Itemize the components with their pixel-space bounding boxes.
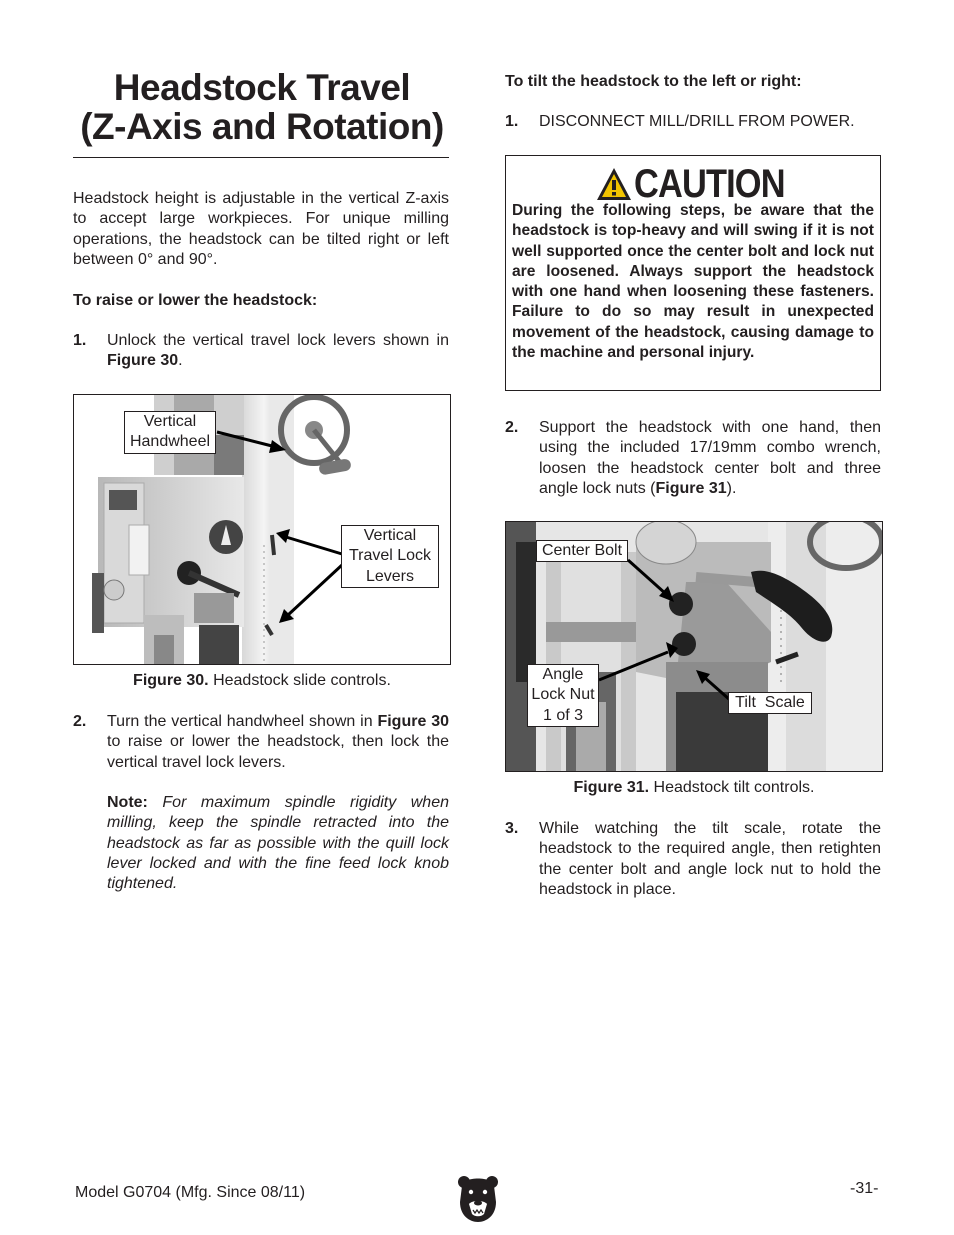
caution-header — [596, 162, 796, 204]
footer-page-number: -31- — [850, 1180, 879, 1197]
tilt-heading: To tilt the headstock to the left or right: — [505, 73, 802, 90]
right-step-3 — [505, 819, 881, 900]
callout-line: 1 of 3 — [542, 706, 584, 724]
callout-line: Vertical — [143, 413, 197, 430]
step-text — [107, 712, 449, 773]
title-rule — [73, 157, 449, 158]
left-step-1 — [73, 331, 449, 372]
callout-line: Vertical — [363, 527, 417, 544]
caption-text: Headstock tilt controls. — [649, 779, 815, 796]
figure-30 — [73, 394, 451, 665]
grizzly-bear-logo-icon — [456, 1172, 500, 1224]
intro-paragraph: Headstock height is adjustable in the vertical Z-axis to accept large workpieces. For unique milling operations, the headstock can be tilted right or left between 0° and 90°. — [73, 190, 449, 268]
caution-word: CAUTION — [634, 162, 785, 206]
figure-reference: Figure 30 — [107, 352, 179, 370]
note-label: Note: — [107, 794, 148, 811]
step-number: 2. — [505, 419, 519, 436]
caption-number: Figure 30. — [133, 672, 209, 689]
page-title — [72, 68, 452, 146]
step-text-part: ). — [726, 479, 737, 497]
figure-30-caption — [73, 671, 451, 691]
page-title-line-2: (Z-Axis and Rotation) — [80, 106, 444, 147]
step-number: 1. — [505, 113, 519, 130]
callout-line: Travel Lock — [348, 547, 432, 565]
step-text-part: Unlock the vertical travel lock levers shown in — [107, 332, 449, 349]
note-text: For maximum spindle rigidity when milling, keep the spindle retracted into the headstock as far as possible with the quill lock lever locked and with the fine feed lock knob tightened. — [107, 794, 449, 893]
step-number: 2. — [73, 713, 87, 730]
callout-line: Angle — [542, 666, 584, 683]
figure-reference: Figure 30 — [377, 713, 449, 730]
raise-lower-heading: To raise or lower the headstock: — [73, 292, 318, 309]
step-text: DISCONNECT MILL/DRILL FROM POWER. — [539, 113, 855, 130]
callout-vertical-travel-lock-levers — [341, 525, 439, 588]
step-text-part: . — [178, 352, 183, 370]
step-text-part: Support the headstock with one hand, then using the included 17/19mm combo wrench, loosen the headstock center bolt and three angle lock nuts ( — [539, 419, 881, 497]
footer-model: Model G0704 (Mfg. Since 08/11) — [75, 1184, 306, 1201]
note-paragraph — [107, 793, 449, 894]
step-number: 1. — [73, 332, 87, 349]
figure-31 — [505, 521, 883, 772]
figure-31-caption — [505, 778, 883, 798]
step-text — [539, 418, 881, 499]
step-number: 3. — [505, 820, 519, 837]
step-text-part: to raise or lower the headstock, then lock the vertical travel lock levers. — [107, 733, 449, 771]
callout-line: Lock Nut — [531, 686, 595, 704]
right-step-1 — [505, 112, 881, 132]
caution-box — [505, 155, 881, 391]
callout-angle-lock-nut — [527, 664, 599, 727]
caution-text: During the following steps, be aware that the headstock is top-heavy and will swing if it is not well supported once the center bolt and lock nut are loosened. Always support the headstock with one hand when loosening these fasteners. Failure to do so may result in unexpected movement of the headstock, causing damage to the machine and personal injury. — [512, 202, 874, 362]
left-step-2 — [73, 712, 449, 773]
callout-tilt-scale: Tilt Scale — [728, 692, 812, 714]
callout-line: Handwheel — [129, 433, 211, 451]
step-text — [107, 331, 449, 372]
callout-line: Levers — [365, 567, 415, 585]
right-step-2 — [505, 418, 881, 499]
page-title-line-1: Headstock Travel — [113, 67, 411, 108]
callout-vertical-handwheel — [124, 411, 216, 454]
caption-number: Figure 31. — [573, 779, 650, 796]
callout-center-bolt: Center Bolt — [536, 540, 628, 562]
step-text-part: Turn the vertical handwheel shown in — [107, 713, 378, 730]
caption-text: Headstock slide controls. — [208, 672, 391, 689]
figure-reference: Figure 31 — [655, 479, 727, 497]
step-text: While watching the tilt scale, rotate the headstock to the required angle, then retighten the center bolt and angle lock nut to hold the headstock in place. — [539, 820, 881, 898]
warning-triangle-icon — [596, 166, 632, 202]
